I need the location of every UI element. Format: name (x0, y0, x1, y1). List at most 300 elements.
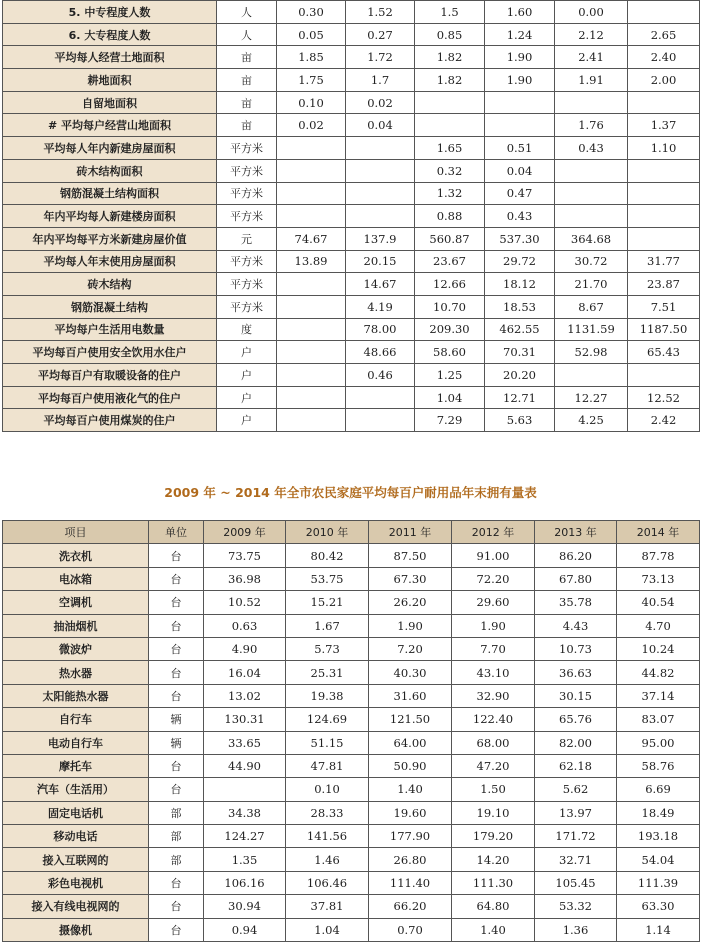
value-cell: 111.40 (369, 871, 452, 894)
value-cell: 37.81 (286, 895, 369, 918)
value-cell: 54.04 (617, 848, 700, 871)
value-cell (555, 205, 628, 228)
unit-cell: 台 (149, 895, 204, 918)
row-label: 钢筋混凝土结构 (3, 295, 217, 318)
table-row (3, 614, 700, 637)
value-cell: 67.30 (369, 567, 452, 590)
unit-cell: 亩 (217, 69, 277, 92)
table-row (3, 273, 700, 296)
value-cell: 111.39 (617, 871, 700, 894)
value-cell: 4.19 (346, 295, 415, 318)
value-cell: 33.65 (204, 731, 286, 754)
value-cell: 1.90 (485, 46, 555, 69)
row-label: 年内平均每人新建楼房面积 (3, 205, 217, 228)
unit-cell: 部 (149, 825, 204, 848)
value-cell: 37.14 (617, 684, 700, 707)
value-cell: 7.29 (415, 409, 485, 432)
value-cell: 36.63 (535, 661, 617, 684)
value-cell: 124.27 (204, 825, 286, 848)
value-cell (628, 91, 700, 114)
value-cell: 40.54 (617, 591, 700, 614)
row-label: 微波炉 (3, 637, 149, 660)
value-cell: 1.91 (555, 69, 628, 92)
table-row (3, 684, 700, 707)
value-cell: 1.90 (369, 614, 452, 637)
value-cell: 106.46 (286, 871, 369, 894)
row-label: 5. 中专程度人数 (3, 1, 217, 24)
value-cell (277, 295, 346, 318)
value-cell: 1.67 (286, 614, 369, 637)
durables-table (2, 520, 700, 942)
value-cell: 7.51 (628, 295, 700, 318)
value-cell: 10.73 (535, 637, 617, 660)
value-cell (277, 409, 346, 432)
value-cell: 20.20 (485, 364, 555, 387)
value-cell: 13.02 (204, 684, 286, 707)
value-cell: 0.70 (369, 918, 452, 941)
value-cell: 80.42 (286, 544, 369, 567)
row-label: # 平均每户经营山地面积 (3, 114, 217, 137)
value-cell (555, 91, 628, 114)
row-label: 平均每百户有取暖设备的住户 (3, 364, 217, 387)
value-cell: 171.72 (535, 825, 617, 848)
value-cell: 130.31 (204, 708, 286, 731)
value-cell: 2.12 (555, 23, 628, 46)
value-cell: 47.81 (286, 754, 369, 777)
value-cell (628, 1, 700, 24)
value-cell: 26.20 (369, 591, 452, 614)
value-cell: 5.63 (485, 409, 555, 432)
unit-cell: 辆 (149, 731, 204, 754)
value-cell: 0.02 (277, 114, 346, 137)
unit-cell: 部 (149, 801, 204, 824)
value-cell: 87.50 (369, 544, 452, 567)
unit-cell: 元 (217, 227, 277, 250)
unit-cell: 台 (149, 567, 204, 590)
column-header: 2009 年 (204, 521, 286, 544)
value-cell (277, 205, 346, 228)
unit-cell: 户 (217, 341, 277, 364)
value-cell (346, 182, 415, 205)
value-cell: 0.88 (415, 205, 485, 228)
value-cell: 82.00 (535, 731, 617, 754)
table-row (3, 754, 700, 777)
value-cell: 0.10 (277, 91, 346, 114)
table-row (3, 708, 700, 731)
row-label: 接入有线电视网的 (3, 895, 149, 918)
value-cell (555, 182, 628, 205)
column-header: 单位 (149, 521, 204, 544)
row-label: 固定电话机 (3, 801, 149, 824)
value-cell: 68.00 (452, 731, 535, 754)
value-cell (277, 159, 346, 182)
row-label: 平均每户生活用电数量 (3, 318, 217, 341)
value-cell: 12.27 (555, 386, 628, 409)
unit-cell: 台 (149, 778, 204, 801)
unit-cell: 户 (217, 386, 277, 409)
value-cell: 0.30 (277, 1, 346, 24)
row-label: 年内平均每平方米新建房屋价值 (3, 227, 217, 250)
value-cell: 30.15 (535, 684, 617, 707)
value-cell: 364.68 (555, 227, 628, 250)
column-header: 2013 年 (535, 521, 617, 544)
value-cell: 0.05 (277, 23, 346, 46)
table-row (3, 227, 700, 250)
value-cell: 31.60 (369, 684, 452, 707)
value-cell: 560.87 (415, 227, 485, 250)
value-cell: 78.00 (346, 318, 415, 341)
unit-cell: 亩 (217, 91, 277, 114)
value-cell (415, 114, 485, 137)
value-cell: 58.60 (415, 341, 485, 364)
value-cell: 95.00 (617, 731, 700, 754)
value-cell: 0.94 (204, 918, 286, 941)
value-cell: 1.40 (369, 778, 452, 801)
table-row (3, 409, 700, 432)
value-cell: 2.65 (628, 23, 700, 46)
table-row (3, 295, 700, 318)
table-row (3, 895, 700, 918)
row-label: 砖木结构 (3, 273, 217, 296)
value-cell: 0.04 (346, 114, 415, 137)
unit-cell: 亩 (217, 46, 277, 69)
value-cell: 1131.59 (555, 318, 628, 341)
value-cell (346, 409, 415, 432)
value-cell: 1.7 (346, 69, 415, 92)
living-conditions-table (2, 0, 700, 432)
value-cell: 91.00 (452, 544, 535, 567)
row-label: 移动电话 (3, 825, 149, 848)
value-cell (485, 91, 555, 114)
value-cell: 124.69 (286, 708, 369, 731)
row-label: 自留地面积 (3, 91, 217, 114)
value-cell: 44.82 (617, 661, 700, 684)
value-cell: 32.90 (452, 684, 535, 707)
value-cell: 4.43 (535, 614, 617, 637)
unit-cell: 台 (149, 544, 204, 567)
value-cell: 13.89 (277, 250, 346, 273)
table-row (3, 871, 700, 894)
value-cell (346, 386, 415, 409)
value-cell: 1.60 (485, 1, 555, 24)
value-cell: 72.20 (452, 567, 535, 590)
unit-cell: 人 (217, 1, 277, 24)
unit-cell: 台 (149, 591, 204, 614)
value-cell: 1.90 (485, 69, 555, 92)
row-label: 平均每百户使用安全饮用水住户 (3, 341, 217, 364)
value-cell: 4.25 (555, 409, 628, 432)
value-cell: 1.25 (415, 364, 485, 387)
table-row (3, 23, 700, 46)
row-label: 平均每百户使用煤炭的住户 (3, 409, 217, 432)
value-cell: 12.71 (485, 386, 555, 409)
column-header: 项目 (3, 521, 149, 544)
value-cell: 40.30 (369, 661, 452, 684)
value-cell: 53.75 (286, 567, 369, 590)
value-cell: 537.30 (485, 227, 555, 250)
column-header: 2014 年 (617, 521, 700, 544)
value-cell: 34.38 (204, 801, 286, 824)
row-label: 洗衣机 (3, 544, 149, 567)
value-cell: 1.14 (617, 918, 700, 941)
unit-cell: 亩 (217, 114, 277, 137)
value-cell: 1.36 (535, 918, 617, 941)
table-row (3, 114, 700, 137)
value-cell: 0.47 (485, 182, 555, 205)
value-cell: 1.04 (415, 386, 485, 409)
unit-cell: 台 (149, 684, 204, 707)
value-cell: 13.97 (535, 801, 617, 824)
value-cell: 66.20 (369, 895, 452, 918)
value-cell: 65.43 (628, 341, 700, 364)
value-cell: 0.04 (485, 159, 555, 182)
unit-cell: 台 (149, 661, 204, 684)
table-row (3, 46, 700, 69)
value-cell: 74.67 (277, 227, 346, 250)
value-cell: 0.10 (286, 778, 369, 801)
value-cell: 23.67 (415, 250, 485, 273)
value-cell: 83.07 (617, 708, 700, 731)
value-cell: 43.10 (452, 661, 535, 684)
table-row (3, 364, 700, 387)
value-cell: 0.32 (415, 159, 485, 182)
value-cell: 0.46 (346, 364, 415, 387)
row-label: 抽油烟机 (3, 614, 149, 637)
value-cell: 122.40 (452, 708, 535, 731)
value-cell: 30.94 (204, 895, 286, 918)
unit-cell: 平方米 (217, 273, 277, 296)
column-header: 2011 年 (369, 521, 452, 544)
value-cell: 4.70 (617, 614, 700, 637)
value-cell: 105.45 (535, 871, 617, 894)
row-label: 汽车（生活用） (3, 778, 149, 801)
value-cell: 58.76 (617, 754, 700, 777)
value-cell: 1.90 (452, 614, 535, 637)
value-cell: 21.70 (555, 273, 628, 296)
value-cell: 1.24 (485, 23, 555, 46)
value-cell: 0.43 (555, 137, 628, 160)
value-cell: 63.30 (617, 895, 700, 918)
unit-cell: 户 (217, 364, 277, 387)
value-cell: 2.00 (628, 69, 700, 92)
unit-cell: 部 (149, 848, 204, 871)
value-cell: 179.20 (452, 825, 535, 848)
value-cell: 1.35 (204, 848, 286, 871)
value-cell: 19.38 (286, 684, 369, 707)
value-cell: 0.27 (346, 23, 415, 46)
value-cell: 26.80 (369, 848, 452, 871)
value-cell: 1.82 (415, 46, 485, 69)
row-label: 空调机 (3, 591, 149, 614)
value-cell: 48.66 (346, 341, 415, 364)
row-label: 6. 大专程度人数 (3, 23, 217, 46)
value-cell: 141.56 (286, 825, 369, 848)
table-row (3, 637, 700, 660)
value-cell: 73.75 (204, 544, 286, 567)
value-cell: 35.78 (535, 591, 617, 614)
value-cell: 44.90 (204, 754, 286, 777)
value-cell: 177.90 (369, 825, 452, 848)
value-cell: 10.24 (617, 637, 700, 660)
table-row (3, 544, 700, 567)
value-cell: 1.76 (555, 114, 628, 137)
unit-cell: 平方米 (217, 182, 277, 205)
table-row (3, 182, 700, 205)
value-cell: 86.20 (535, 544, 617, 567)
value-cell: 462.55 (485, 318, 555, 341)
unit-cell: 台 (149, 918, 204, 941)
value-cell: 111.30 (452, 871, 535, 894)
value-cell: 10.52 (204, 591, 286, 614)
value-cell: 193.18 (617, 825, 700, 848)
unit-cell: 平方米 (217, 250, 277, 273)
durables-table-header (3, 521, 700, 544)
value-cell (346, 137, 415, 160)
value-cell: 32.71 (535, 848, 617, 871)
value-cell: 1.82 (415, 69, 485, 92)
value-cell: 6.69 (617, 778, 700, 801)
value-cell (277, 341, 346, 364)
unit-cell: 度 (217, 318, 277, 341)
row-label: 钢筋混凝土结构面积 (3, 182, 217, 205)
value-cell: 0.51 (485, 137, 555, 160)
unit-cell: 台 (149, 754, 204, 777)
unit-cell: 平方米 (217, 159, 277, 182)
table-row (3, 661, 700, 684)
value-cell: 51.15 (286, 731, 369, 754)
value-cell: 73.13 (617, 567, 700, 590)
row-label: 热水器 (3, 661, 149, 684)
value-cell: 1.72 (346, 46, 415, 69)
value-cell (628, 159, 700, 182)
value-cell: 29.60 (452, 591, 535, 614)
unit-cell: 台 (149, 871, 204, 894)
value-cell: 0.43 (485, 205, 555, 228)
value-cell (628, 205, 700, 228)
value-cell: 28.33 (286, 801, 369, 824)
row-label: 平均每人年内新建房屋面积 (3, 137, 217, 160)
value-cell: 15.21 (286, 591, 369, 614)
unit-cell: 辆 (149, 708, 204, 731)
value-cell (485, 114, 555, 137)
value-cell: 10.70 (415, 295, 485, 318)
value-cell: 0.63 (204, 614, 286, 637)
table-row (3, 137, 700, 160)
value-cell: 1.50 (452, 778, 535, 801)
value-cell: 14.20 (452, 848, 535, 871)
row-label: 电冰箱 (3, 567, 149, 590)
value-cell: 1.5 (415, 1, 485, 24)
table-row (3, 778, 700, 801)
value-cell (628, 364, 700, 387)
table-row (3, 918, 700, 941)
value-cell (555, 364, 628, 387)
value-cell (277, 318, 346, 341)
value-cell: 1187.50 (628, 318, 700, 341)
value-cell: 8.67 (555, 295, 628, 318)
unit-cell: 平方米 (217, 295, 277, 318)
value-cell: 209.30 (415, 318, 485, 341)
value-cell: 64.80 (452, 895, 535, 918)
value-cell (415, 91, 485, 114)
row-label: 耕地面积 (3, 69, 217, 92)
value-cell (277, 182, 346, 205)
value-cell (628, 227, 700, 250)
table-row (3, 731, 700, 754)
value-cell: 12.66 (415, 273, 485, 296)
table-row (3, 250, 700, 273)
value-cell (277, 386, 346, 409)
value-cell (346, 159, 415, 182)
row-label: 摩托车 (3, 754, 149, 777)
value-cell: 7.70 (452, 637, 535, 660)
value-cell: 1.04 (286, 918, 369, 941)
unit-cell: 平方米 (217, 205, 277, 228)
value-cell: 23.87 (628, 273, 700, 296)
value-cell: 52.98 (555, 341, 628, 364)
value-cell: 2.40 (628, 46, 700, 69)
value-cell (277, 137, 346, 160)
row-label: 砖木结构面积 (3, 159, 217, 182)
value-cell: 16.04 (204, 661, 286, 684)
value-cell: 50.90 (369, 754, 452, 777)
value-cell: 1.85 (277, 46, 346, 69)
value-cell (204, 778, 286, 801)
unit-cell: 台 (149, 637, 204, 660)
value-cell: 1.37 (628, 114, 700, 137)
table-row (3, 801, 700, 824)
value-cell: 1.40 (452, 918, 535, 941)
value-cell: 87.78 (617, 544, 700, 567)
value-cell: 19.60 (369, 801, 452, 824)
value-cell: 4.90 (204, 637, 286, 660)
value-cell: 0.02 (346, 91, 415, 114)
value-cell: 65.76 (535, 708, 617, 731)
table-row (3, 69, 700, 92)
value-cell: 18.49 (617, 801, 700, 824)
value-cell: 20.15 (346, 250, 415, 273)
value-cell: 1.52 (346, 1, 415, 24)
value-cell: 2.42 (628, 409, 700, 432)
value-cell: 1.10 (628, 137, 700, 160)
row-label: 太阳能热水器 (3, 684, 149, 707)
value-cell (555, 159, 628, 182)
value-cell: 36.98 (204, 567, 286, 590)
value-cell (628, 182, 700, 205)
value-cell (277, 273, 346, 296)
value-cell: 1.32 (415, 182, 485, 205)
value-cell: 25.31 (286, 661, 369, 684)
table-row (3, 91, 700, 114)
value-cell: 5.73 (286, 637, 369, 660)
value-cell: 12.52 (628, 386, 700, 409)
value-cell: 19.10 (452, 801, 535, 824)
value-cell: 5.62 (535, 778, 617, 801)
value-cell: 67.80 (535, 567, 617, 590)
row-label: 接入互联网的 (3, 848, 149, 871)
row-label: 彩色电视机 (3, 871, 149, 894)
value-cell (346, 205, 415, 228)
value-cell (277, 364, 346, 387)
table-row (3, 159, 700, 182)
value-cell: 106.16 (204, 871, 286, 894)
value-cell: 14.67 (346, 273, 415, 296)
value-cell: 29.72 (485, 250, 555, 273)
value-cell: 64.00 (369, 731, 452, 754)
value-cell: 137.9 (346, 227, 415, 250)
value-cell: 53.32 (535, 895, 617, 918)
table-row (3, 205, 700, 228)
